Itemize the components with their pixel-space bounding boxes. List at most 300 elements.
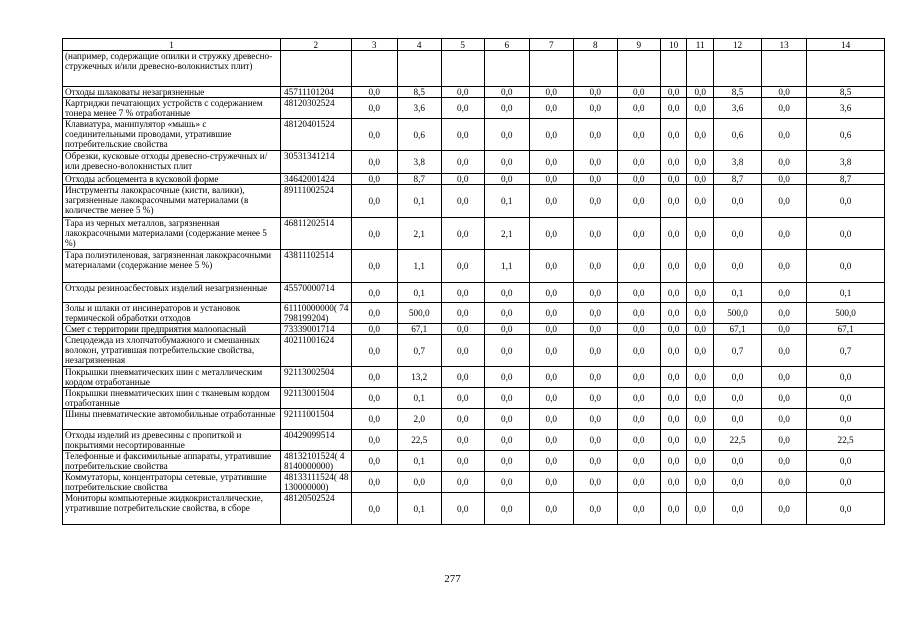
value-cell-col13: 0,0: [762, 218, 807, 250]
column-header: 14: [807, 39, 885, 51]
waste-name-cell: Отходы асбоцемента в кусковой форме: [63, 174, 281, 185]
value-cell-col7: 0,0: [529, 185, 573, 218]
value-cell-col5: 0,0: [441, 174, 484, 185]
value-cell-col13: 0,0: [762, 185, 807, 218]
value-cell-col10: 0,0: [660, 472, 687, 493]
value-cell-col9: 0,0: [617, 409, 660, 430]
value-cell-col8: 0,0: [573, 472, 617, 493]
value-cell-col7: 0,0: [529, 151, 573, 174]
value-cell-col9: [617, 51, 660, 87]
waste-code-cell: 92113002504: [281, 367, 352, 388]
value-cell-col8: 0,0: [573, 151, 617, 174]
value-cell-col11: 0,0: [687, 493, 714, 525]
waste-name-cell: Спецодежда из хлопчатобумажного и смешанных волокон, утратившая потребительские свойства, незагрязненная: [63, 335, 281, 367]
table-row: [63, 51, 885, 87]
value-cell-col10: 0,0: [660, 174, 687, 185]
value-cell-col9: 0,0: [617, 250, 660, 283]
waste-code-cell: 45711101204: [281, 87, 352, 98]
page-number: 277: [444, 573, 461, 585]
value-cell-col3: [351, 51, 397, 87]
value-cell-col10: 0,0: [660, 335, 687, 367]
waste-name-cell: Смет с территории предприятия малоопасный: [63, 324, 281, 335]
value-cell-col3: 0,0: [351, 472, 397, 493]
value-cell-col11: 0,0: [687, 185, 714, 218]
value-cell-col3: 0,0: [351, 98, 397, 119]
value-cell-col12: 3,6: [713, 98, 761, 119]
table-row: [63, 174, 885, 185]
value-cell-col5: 0,0: [441, 119, 484, 151]
value-cell-col7: 0,0: [529, 98, 573, 119]
waste-code-cell: 92111001504: [281, 409, 352, 430]
table-row: [63, 151, 885, 174]
value-cell-col6: 0,0: [484, 174, 529, 185]
value-cell-col8: 0,0: [573, 303, 617, 324]
value-cell-col4: 0,1: [397, 283, 441, 303]
table-row: [63, 367, 885, 388]
value-cell-col14: 8,5: [807, 87, 885, 98]
value-cell-col5: 0,0: [441, 388, 484, 409]
value-cell-col10: 0,0: [660, 493, 687, 525]
value-cell-col4: 67,1: [397, 324, 441, 335]
waste-code-cell: 73339001714: [281, 324, 352, 335]
waste-code-cell: 61110000000( 74798199204): [281, 303, 352, 324]
value-cell-col14: 0,6: [807, 119, 885, 151]
waste-name-cell: Шины пневматические автомобильные отработанные: [63, 409, 281, 430]
value-cell-col11: 0,0: [687, 451, 714, 472]
value-cell-col9: 0,0: [617, 87, 660, 98]
value-cell-col9: 0,0: [617, 303, 660, 324]
value-cell-col6: 0,0: [484, 451, 529, 472]
value-cell-col10: 0,0: [660, 119, 687, 151]
waste-code-cell: 43811102514: [281, 250, 352, 283]
value-cell-col14: 500,0: [807, 303, 885, 324]
table-row: [63, 87, 885, 98]
value-cell-col12: 0,7: [713, 335, 761, 367]
value-cell-col14: 0,0: [807, 367, 885, 388]
value-cell-col11: 0,0: [687, 174, 714, 185]
value-cell-col13: 0,0: [762, 493, 807, 525]
value-cell-col7: 0,0: [529, 303, 573, 324]
value-cell-col8: 0,0: [573, 388, 617, 409]
value-cell-col13: 0,0: [762, 283, 807, 303]
value-cell-col5: 0,0: [441, 409, 484, 430]
value-cell-col11: 0,0: [687, 87, 714, 98]
value-cell-col9: 0,0: [617, 174, 660, 185]
value-cell-col6: 0,0: [484, 151, 529, 174]
value-cell-col4: 2,0: [397, 409, 441, 430]
value-cell-col12: 500,0: [713, 303, 761, 324]
value-cell-col11: [687, 51, 714, 87]
value-cell-col9: 0,0: [617, 218, 660, 250]
table-row: [63, 119, 885, 151]
waste-code-cell: 48120302524: [281, 98, 352, 119]
value-cell-col4: 13,2: [397, 367, 441, 388]
value-cell-col8: 0,0: [573, 451, 617, 472]
value-cell-col10: 0,0: [660, 151, 687, 174]
waste-name-cell: Картриджи печатающих устройств с содержанием тонера менее 7 % отработанные: [63, 98, 281, 119]
column-header: 3: [351, 39, 397, 51]
value-cell-col13: 0,0: [762, 98, 807, 119]
value-cell-col9: 0,0: [617, 335, 660, 367]
value-cell-col7: 0,0: [529, 388, 573, 409]
value-cell-col8: 0,0: [573, 98, 617, 119]
value-cell-col12: 0,0: [713, 367, 761, 388]
value-cell-col6: 0,0: [484, 409, 529, 430]
value-cell-col10: [660, 51, 687, 87]
column-header: 4: [397, 39, 441, 51]
value-cell-col7: 0,0: [529, 174, 573, 185]
value-cell-col13: 0,0: [762, 119, 807, 151]
value-cell-col12: 22,5: [713, 430, 761, 451]
value-cell-col11: 0,0: [687, 250, 714, 283]
value-cell-col12: 0,0: [713, 218, 761, 250]
value-cell-col12: 0,1: [713, 283, 761, 303]
value-cell-col3: 0,0: [351, 430, 397, 451]
value-cell-col4: 0,1: [397, 451, 441, 472]
value-cell-col14: 8,7: [807, 174, 885, 185]
value-cell-col6: 0,0: [484, 472, 529, 493]
value-cell-col6: 0,0: [484, 388, 529, 409]
waste-name-cell: Инструменты лакокрасочные (кисти, валики), загрязненные лакокрасочными материалами (в количестве менее 5 %): [63, 185, 281, 218]
value-cell-col7: 0,0: [529, 119, 573, 151]
value-cell-col3: 0,0: [351, 174, 397, 185]
value-cell-col11: 0,0: [687, 218, 714, 250]
value-cell-col6: 2,1: [484, 218, 529, 250]
value-cell-col8: 0,0: [573, 335, 617, 367]
value-cell-col9: 0,0: [617, 430, 660, 451]
value-cell-col14: 0,0: [807, 388, 885, 409]
value-cell-col10: 0,0: [660, 283, 687, 303]
value-cell-col8: 0,0: [573, 250, 617, 283]
value-cell-col7: 0,0: [529, 367, 573, 388]
value-cell-col14: 0,0: [807, 409, 885, 430]
waste-name-cell: Тара полиэтиленовая, загрязненная лакокрасочными материалами (содержание менее 5 %): [63, 250, 281, 283]
waste-name-cell: Покрышки пневматических шин с тканевым кордом отработанные: [63, 388, 281, 409]
value-cell-col13: 0,0: [762, 388, 807, 409]
value-cell-col5: 0,0: [441, 250, 484, 283]
value-cell-col12: 8,7: [713, 174, 761, 185]
value-cell-col10: 0,0: [660, 324, 687, 335]
value-cell-col5: 0,0: [441, 218, 484, 250]
value-cell-col14: 0,0: [807, 493, 885, 525]
value-cell-col3: 0,0: [351, 367, 397, 388]
value-cell-col7: 0,0: [529, 218, 573, 250]
value-cell-col3: 0,0: [351, 185, 397, 218]
table-row: [63, 388, 885, 409]
value-cell-col4: 0,1: [397, 185, 441, 218]
table-row: [63, 335, 885, 367]
value-cell-col12: 8,5: [713, 87, 761, 98]
value-cell-col14: 0,0: [807, 451, 885, 472]
value-cell-col5: 0,0: [441, 185, 484, 218]
value-cell-col7: [529, 51, 573, 87]
table-row: [63, 303, 885, 324]
value-cell-col14: 0,1: [807, 283, 885, 303]
value-cell-col13: 0,0: [762, 472, 807, 493]
waste-name-cell: Тара из черных металлов, загрязненная лакокрасочными материалами (содержание менее 5 %): [63, 218, 281, 250]
value-cell-col6: 0,0: [484, 324, 529, 335]
column-header: 11: [687, 39, 714, 51]
value-cell-col10: 0,0: [660, 185, 687, 218]
value-cell-col4: 0,7: [397, 335, 441, 367]
value-cell-col5: 0,0: [441, 493, 484, 525]
value-cell-col12: 0,0: [713, 409, 761, 430]
value-cell-col13: 0,0: [762, 451, 807, 472]
value-cell-col11: 0,0: [687, 388, 714, 409]
value-cell-col4: 0,1: [397, 493, 441, 525]
table-row: [63, 185, 885, 218]
waste-code-cell: [281, 51, 352, 87]
value-cell-col5: 0,0: [441, 87, 484, 98]
value-cell-col5: 0,0: [441, 451, 484, 472]
waste-code-cell: 45570000714: [281, 283, 352, 303]
value-cell-col11: 0,0: [687, 335, 714, 367]
value-cell-col4: 0,6: [397, 119, 441, 151]
value-cell-col12: 0,0: [713, 185, 761, 218]
value-cell-col13: 0,0: [762, 303, 807, 324]
waste-name-cell: Золы и шлаки от инсинераторов и установок термической обработки отходов: [63, 303, 281, 324]
value-cell-col7: 0,0: [529, 324, 573, 335]
value-cell-col3: 0,0: [351, 324, 397, 335]
value-cell-col8: 0,0: [573, 185, 617, 218]
value-cell-col7: 0,0: [529, 283, 573, 303]
waste-table: [62, 38, 885, 525]
table-row: [63, 250, 885, 283]
value-cell-col3: 0,0: [351, 493, 397, 525]
waste-code-cell: 40211001624: [281, 335, 352, 367]
value-cell-col10: 0,0: [660, 409, 687, 430]
column-header: 9: [617, 39, 660, 51]
value-cell-col9: 0,0: [617, 388, 660, 409]
value-cell-col10: 0,0: [660, 218, 687, 250]
table-row: [63, 451, 885, 472]
waste-name-cell: (например, содержащие опилки и стружку древесно-стружечных и/или древесно-волокнистых плит): [63, 51, 281, 87]
value-cell-col4: 8,5: [397, 87, 441, 98]
table-row: [63, 472, 885, 493]
value-cell-col10: 0,0: [660, 87, 687, 98]
value-cell-col14: 0,0: [807, 472, 885, 493]
value-cell-col4: 2,1: [397, 218, 441, 250]
value-cell-col13: 0,0: [762, 409, 807, 430]
value-cell-col11: 0,0: [687, 409, 714, 430]
waste-code-cell: 34642001424: [281, 174, 352, 185]
value-cell-col7: 0,0: [529, 335, 573, 367]
table-row: [63, 430, 885, 451]
value-cell-col6: 0,0: [484, 283, 529, 303]
waste-name-cell: Отходы шлаковаты незагрязненные: [63, 87, 281, 98]
value-cell-col12: 0,0: [713, 493, 761, 525]
value-cell-col7: 0,0: [529, 409, 573, 430]
value-cell-col9: 0,0: [617, 472, 660, 493]
waste-code-cell: 89111002524: [281, 185, 352, 218]
value-cell-col12: [713, 51, 761, 87]
table-row: [63, 324, 885, 335]
value-cell-col4: 0,1: [397, 388, 441, 409]
value-cell-col6: 0,0: [484, 493, 529, 525]
value-cell-col6: 0,0: [484, 367, 529, 388]
value-cell-col4: 3,6: [397, 98, 441, 119]
value-cell-col11: 0,0: [687, 303, 714, 324]
value-cell-col10: 0,0: [660, 250, 687, 283]
value-cell-col13: 0,0: [762, 174, 807, 185]
value-cell-col13: [762, 51, 807, 87]
value-cell-col3: 0,0: [351, 218, 397, 250]
value-cell-col6: 0,1: [484, 185, 529, 218]
table-body: [63, 51, 885, 525]
value-cell-col9: 0,0: [617, 451, 660, 472]
value-cell-col14: 0,0: [807, 218, 885, 250]
value-cell-col6: 0,0: [484, 87, 529, 98]
value-cell-col14: 3,6: [807, 98, 885, 119]
value-cell-col9: 0,0: [617, 493, 660, 525]
waste-name-cell: Покрышки пневматических шин с металлическим кордом отработанные: [63, 367, 281, 388]
waste-code-cell: 48120401524: [281, 119, 352, 151]
value-cell-col3: 0,0: [351, 409, 397, 430]
value-cell-col14: 67,1: [807, 324, 885, 335]
column-header: 2: [281, 39, 352, 51]
waste-code-cell: 48133111524( 48130000000): [281, 472, 352, 493]
value-cell-col11: 0,0: [687, 151, 714, 174]
value-cell-col12: 0,6: [713, 119, 761, 151]
value-cell-col4: [397, 51, 441, 87]
column-header: 8: [573, 39, 617, 51]
value-cell-col5: 0,0: [441, 151, 484, 174]
value-cell-col13: 0,0: [762, 87, 807, 98]
value-cell-col3: 0,0: [351, 151, 397, 174]
value-cell-col7: 0,0: [529, 250, 573, 283]
value-cell-col14: 0,0: [807, 185, 885, 218]
value-cell-col8: 0,0: [573, 409, 617, 430]
header-row: [63, 39, 885, 51]
value-cell-col13: 0,0: [762, 250, 807, 283]
value-cell-col11: 0,0: [687, 324, 714, 335]
value-cell-col11: 0,0: [687, 119, 714, 151]
value-cell-col5: 0,0: [441, 283, 484, 303]
value-cell-col12: 0,0: [713, 472, 761, 493]
value-cell-col13: 0,0: [762, 335, 807, 367]
value-cell-col13: 0,0: [762, 367, 807, 388]
value-cell-col8: 0,0: [573, 174, 617, 185]
waste-name-cell: Коммутаторы, концентраторы сетевые, утратившие потребительские свойства: [63, 472, 281, 493]
column-header: 6: [484, 39, 529, 51]
value-cell-col9: 0,0: [617, 185, 660, 218]
value-cell-col9: 0,0: [617, 283, 660, 303]
waste-code-cell: 92113001504: [281, 388, 352, 409]
value-cell-col7: 0,0: [529, 472, 573, 493]
value-cell-col10: 0,0: [660, 98, 687, 119]
value-cell-col8: 0,0: [573, 430, 617, 451]
waste-name-cell: Отходы изделий из древесины с пропиткой и покрытиями несортированные: [63, 430, 281, 451]
value-cell-col3: 0,0: [351, 335, 397, 367]
table-row: [63, 493, 885, 525]
waste-name-cell: Клавиатура, манипулятор «мышь» с соединительными проводами, утратившие потребительские свойства: [63, 119, 281, 151]
value-cell-col3: 0,0: [351, 451, 397, 472]
value-cell-col14: 0,7: [807, 335, 885, 367]
value-cell-col10: 0,0: [660, 303, 687, 324]
value-cell-col3: 0,0: [351, 119, 397, 151]
value-cell-col5: 0,0: [441, 335, 484, 367]
value-cell-col4: 500,0: [397, 303, 441, 324]
column-header: 13: [762, 39, 807, 51]
value-cell-col8: 0,0: [573, 367, 617, 388]
value-cell-col5: 0,0: [441, 472, 484, 493]
waste-code-cell: 30531341214: [281, 151, 352, 174]
value-cell-col6: 0,0: [484, 303, 529, 324]
value-cell-col5: [441, 51, 484, 87]
value-cell-col9: 0,0: [617, 367, 660, 388]
table-row: [63, 218, 885, 250]
value-cell-col8: 0,0: [573, 493, 617, 525]
value-cell-col5: 0,0: [441, 98, 484, 119]
value-cell-col11: 0,0: [687, 430, 714, 451]
value-cell-col6: 0,0: [484, 335, 529, 367]
value-cell-col7: 0,0: [529, 87, 573, 98]
waste-code-cell: 48132101524( 48140000000): [281, 451, 352, 472]
value-cell-col9: 0,0: [617, 151, 660, 174]
value-cell-col4: 22,5: [397, 430, 441, 451]
value-cell-col12: 0,0: [713, 388, 761, 409]
value-cell-col4: 0,0: [397, 472, 441, 493]
value-cell-col9: 0,0: [617, 98, 660, 119]
value-cell-col14: 0,0: [807, 250, 885, 283]
value-cell-col6: 1,1: [484, 250, 529, 283]
value-cell-col10: 0,0: [660, 388, 687, 409]
value-cell-col5: 0,0: [441, 324, 484, 335]
value-cell-col9: 0,0: [617, 324, 660, 335]
waste-code-cell: 40429099514: [281, 430, 352, 451]
value-cell-col13: 0,0: [762, 324, 807, 335]
value-cell-col8: 0,0: [573, 324, 617, 335]
value-cell-col6: 0,0: [484, 98, 529, 119]
value-cell-col3: 0,0: [351, 388, 397, 409]
waste-code-cell: 48120502524: [281, 493, 352, 525]
waste-name-cell: Отходы резиноасбестовых изделий незагрязненные: [63, 283, 281, 303]
table-row: [63, 98, 885, 119]
value-cell-col12: 3,8: [713, 151, 761, 174]
value-cell-col8: 0,0: [573, 283, 617, 303]
column-header: 10: [660, 39, 687, 51]
table-row: [63, 283, 885, 303]
value-cell-col5: 0,0: [441, 303, 484, 324]
value-cell-col11: 0,0: [687, 283, 714, 303]
value-cell-col7: 0,0: [529, 493, 573, 525]
column-header: 1: [63, 39, 281, 51]
value-cell-col12: 67,1: [713, 324, 761, 335]
waste-name-cell: Телефонные и факсимильные аппараты, утратившие потребительские свойства: [63, 451, 281, 472]
value-cell-col12: 0,0: [713, 250, 761, 283]
value-cell-col6: [484, 51, 529, 87]
column-header: 12: [713, 39, 761, 51]
value-cell-col7: 0,0: [529, 430, 573, 451]
value-cell-col3: 0,0: [351, 87, 397, 98]
value-cell-col7: 0,0: [529, 451, 573, 472]
column-header: 7: [529, 39, 573, 51]
value-cell-col11: 0,0: [687, 98, 714, 119]
value-cell-col8: 0,0: [573, 218, 617, 250]
waste-name-cell: Мониторы компьютерные жидкокристаллические, утратившие потребительские свойства, в сборе: [63, 493, 281, 525]
value-cell-col6: 0,0: [484, 430, 529, 451]
value-cell-col10: 0,0: [660, 430, 687, 451]
value-cell-col10: 0,0: [660, 451, 687, 472]
value-cell-col5: 0,0: [441, 430, 484, 451]
value-cell-col14: 3,8: [807, 151, 885, 174]
value-cell-col11: 0,0: [687, 472, 714, 493]
value-cell-col3: 0,0: [351, 303, 397, 324]
table-row: [63, 409, 885, 430]
value-cell-col4: 1,1: [397, 250, 441, 283]
value-cell-col8: 0,0: [573, 119, 617, 151]
waste-name-cell: Обрезки, кусковые отходы древесно-стружечных и/или древесно-волокнистых плит: [63, 151, 281, 174]
